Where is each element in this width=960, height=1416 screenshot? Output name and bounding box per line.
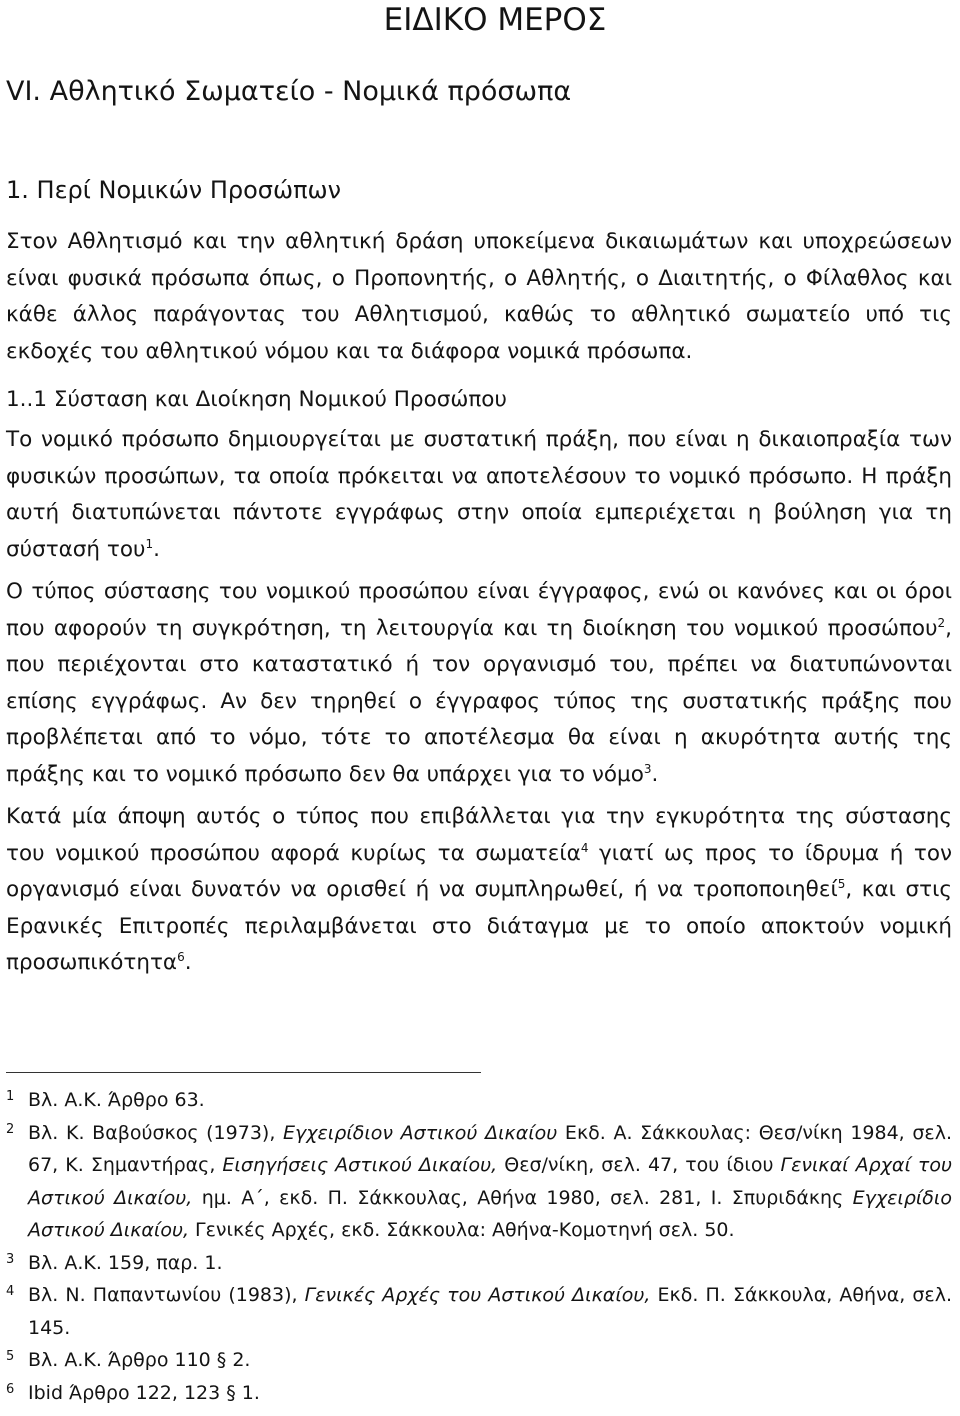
paragraph-opinion <box>6 799 952 982</box>
paragraph-end: . <box>184 950 192 975</box>
paragraph-end: . <box>651 761 659 787</box>
paragraph-end: . <box>153 536 160 562</box>
paragraph-text: Κατά μία άποψη αυτός ο τύπος που επιβάλλεται για την εγκυρότητα της σύστασης του νομικού προσώπου αφορά κυρίως τα σωματεία <box>6 804 952 866</box>
footnote-1 <box>6 1084 952 1117</box>
footnotes <box>6 1084 952 1409</box>
paragraph-formation <box>6 422 952 568</box>
footnote-number: 3 <box>6 1251 15 1267</box>
footnote-text: Θεσ/νίκη, σελ. 47, του ίδιου <box>497 1154 781 1176</box>
book-title: Εγχειρίδιο Αστικού Δικαίου, <box>28 1186 952 1241</box>
footnote-number: 6 <box>6 1381 15 1397</box>
footnote-4 <box>6 1279 952 1344</box>
footnote-text: Βλ. Ν. Παπαντωνίου (1983), <box>28 1284 305 1306</box>
book-title: Εγχειρίδιον Αστικού Δικαίου <box>283 1121 558 1144</box>
footnote-2 <box>6 1117 952 1247</box>
footnote-text: Ibid Άρθρο 122, 123 § 1. <box>28 1381 260 1404</box>
footnote-ref-5[interactable]: 5 <box>837 876 846 891</box>
footnote-number: 5 <box>6 1349 15 1364</box>
footnote-ref-6[interactable]: 6 <box>177 949 185 964</box>
footnote-text: Βλ. Α.Κ. Άρθρο 110 § 2. <box>28 1349 251 1371</box>
footnote-number: 2 <box>6 1121 15 1137</box>
footnote-ref-1[interactable]: 1 <box>145 536 154 551</box>
subsection-title: 1..1 Σύσταση και Διοίκηση Νομικού Προσώπου <box>6 387 507 412</box>
paragraph-text: Ο τύπος σύστασης του νομικού προσώπου είναι έγγραφος, ενώ οι κανόνες και οι όροι που αφορούν τη συγκρότηση, τη λειτουργία και τη διοίκηση του νομικού προσώπου <box>6 579 952 641</box>
book-title: Εισηγήσεις Αστικού Δικαίου, <box>222 1154 498 1176</box>
paragraph-text: γιατί ως προς το ίδρυμα ή τον οργανισμό είναι δυνατόν να ορισθεί ή να συμπληρωθεί, ή να τροποποιηθεί <box>6 840 952 902</box>
footnote-5 <box>6 1344 952 1377</box>
footnote-text: ημ. Α΄, εκδ. Π. Σάκκουλας, Αθήνα 1980, σελ. 281, Ι. Σπυριδάκης <box>192 1186 853 1209</box>
footnote-text: Βλ. Α.Κ. 159, παρ. 1. <box>28 1251 223 1274</box>
footnote-text: Γενικές Αρχές, εκδ. Σάκκουλα: Αθήνα-Κομοτηνή σελ. 50. <box>189 1219 735 1241</box>
paragraph-form-type <box>6 574 952 793</box>
section-title: 1. Περί Νομικών Προσώπων <box>6 176 342 204</box>
footnote-ref-4[interactable]: 4 <box>580 840 589 855</box>
footnote-ref-2[interactable]: 2 <box>937 615 946 630</box>
chapter-title: VI. Αθλητικό Σωματείο - Νομικά πρόσωπα <box>6 76 572 107</box>
footnote-3 <box>6 1247 952 1280</box>
footnote-text: Βλ. Α.Κ. Άρθρο 63. <box>28 1089 205 1111</box>
footnote-ref-3[interactable]: 3 <box>643 761 652 776</box>
footnote-number: 4 <box>6 1284 15 1299</box>
book-title: Γενικές Αρχές του Αστικού Δικαίου, <box>304 1284 651 1306</box>
footnote-separator <box>6 1072 481 1073</box>
part-title: ΕΙΔΙΚΟ ΜΕΡΟΣ <box>383 2 607 38</box>
main-text <box>6 224 952 982</box>
paragraph-text: Το νομικό πρόσωπο δημιουργείται με συστατική πράξη, που είναι η δικαιοπραξία των φυσικών προσώπων, τα οποία πρόκειται να αποτελέσουν το νομικό πρόσωπο. Η πράξη αυτή διατυπώνεται πάντοτε εγγράφως στην οποία εμπεριέχεται η βούληση για τη σύστασή του <box>6 427 952 562</box>
book-title: Γενικαί Αρχαί του Αστικού Δικαίου, <box>28 1154 952 1209</box>
footnote-text: Εκδ. Α. Σάκκουλας: Θεσ/νίκη 1984, σελ. 67, Κ. Σημαντήρας, <box>28 1121 952 1176</box>
footnote-text: Βλ. Κ. Βαβούσκος (1973), <box>28 1121 284 1144</box>
footnote-6 <box>6 1377 952 1410</box>
footnote-text: Εκδ. Π. Σάκκουλα, Αθήνα, σελ. 145. <box>28 1284 952 1339</box>
footnote-number: 1 <box>6 1089 15 1104</box>
paragraph-text: , που περιέχονται στο καταστατικό ή τον οργανισμό του, πρέπει να διατυπώνονται επίσης εγγράφως. Αν δεν τηρηθεί ο έγγραφος τύπος της συστατικής πράξης που προβλέπεται από το νόμο, τότε το αποτέλεσμα θα είναι η ακυρότητα αυτής της πράξης και το νομικό πρόσωπο δεν θα υπάρχει για το νόμο <box>6 615 952 787</box>
intro-paragraph: Στον Αθλητισμό και την αθλητική δράση υποκείμενα δικαιωμάτων και υποχρεώσεων είναι φυσικά πρόσωπα όπως, ο Προπονητής, ο Αθλητής, ο Διαιτητής, ο Φίλαθλος και κάθε άλλος παράγοντας του Αθλητισμού, καθώς το αθλητικό σωματείο υπό τις εκδοχές του αθλητικού νόμου και τα διάφορα νομικά πρόσωπα. <box>6 229 952 364</box>
paragraph-text: , και στις Ερανικές Επιτροπές περιλαμβάνεται στο διάταγμα με το οποίο αποκτούν νομική προσωπικότητα <box>6 877 952 975</box>
